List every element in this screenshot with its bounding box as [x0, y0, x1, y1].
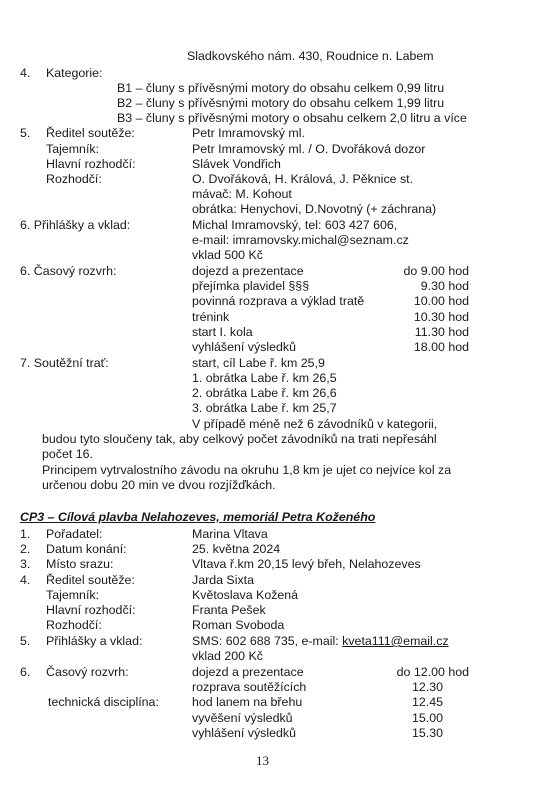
- secretary-value: Petr Imramovský ml. / O. Dvořáková dozor: [192, 142, 426, 156]
- paragraph-line: určenou dobu 20 min ve dvou rozjížďkách.: [42, 478, 276, 492]
- chief-judge-value: Slávek Vondřich: [192, 157, 281, 171]
- registration-fee: vklad 500 Kč: [192, 248, 263, 262]
- meeting-place-label: Místo srazu:: [46, 557, 114, 571]
- chief-judge-label: Hlavní rozhodčí:: [46, 157, 136, 171]
- schedule-time: do 12.00 hod: [396, 665, 469, 679]
- schedule-item: trénink: [192, 310, 230, 324]
- schedule-label: 6. Časový rozvrh:: [20, 264, 117, 278]
- category-b2: B2 – čluny s přívěsnými motory do obsahu celkem 1,99 litru: [117, 96, 445, 110]
- paragraph-line: V případě méně než 6 závodníků v kategorii,: [192, 417, 438, 431]
- secretary-label: Tajemník:: [46, 588, 100, 602]
- director-label: Ředitel soutěže:: [46, 573, 135, 587]
- paragraph-line: budou tyto sloučeny tak, aby celkový počet závodníků na trati nepřesáhl: [42, 432, 437, 446]
- track-turn-2: 2. obrátka Labe ř. km 26,6: [192, 386, 337, 400]
- turn-value: obrátka: Henychovi, D.Novotný (+ záchrana): [192, 202, 437, 216]
- category-number: 4.: [20, 66, 31, 80]
- director-value: Petr Imramovský ml.: [192, 126, 305, 140]
- registration-contact: Michal Imramovský, tel: 603 427 606,: [192, 218, 398, 232]
- address-line: Sladkovského nám. 430, Roudnice n. Labem: [187, 49, 434, 63]
- registration-label: 6. Přihlášky a vklad:: [20, 218, 131, 232]
- email-link[interactable]: kveta111@email.cz: [342, 634, 449, 648]
- track-start: start, cíl Labe ř. km 25,9: [192, 356, 325, 370]
- director-value: Jarda Sixta: [192, 573, 254, 587]
- director-label: Ředitel soutěže:: [46, 126, 135, 140]
- schedule-time: 10.30 hod: [413, 310, 469, 324]
- schedule-time: 10.00 hod: [413, 294, 469, 308]
- item-number: 3.: [20, 557, 31, 571]
- schedule-time: 15.00: [411, 711, 443, 725]
- schedule-item: hod lanem na břehu: [192, 695, 303, 709]
- schedule-time: 18.00 hod: [413, 340, 469, 354]
- judge-label: Rozhodčí:: [46, 618, 102, 632]
- category-label: Kategorie:: [46, 66, 103, 80]
- schedule-time: 15.30: [411, 726, 443, 740]
- schedule-time: do 9.00 hod: [403, 264, 469, 278]
- track-label: 7. Soutěžní trať:: [20, 356, 109, 370]
- schedule-item: povinná rozprava a výklad tratě: [192, 294, 365, 308]
- page-number: 13: [256, 753, 269, 768]
- item-number: 4.: [20, 573, 31, 587]
- meeting-place-value: Vltava ř.km 20,15 levý břeh, Nelahozeves: [192, 557, 421, 571]
- judges-label: Rozhodčí:: [46, 172, 102, 186]
- schedule-item: start I. kola: [192, 325, 253, 339]
- date-value: 25. května 2024: [192, 542, 281, 556]
- schedule-label: Časový rozvrh:: [46, 665, 129, 679]
- judges-value: O. Dvořáková, H. Králová, J. Pěknice st.: [192, 172, 414, 186]
- item-number: 5.: [20, 634, 31, 648]
- secretary-label: Tajemník:: [46, 142, 100, 156]
- secretary-value: Květoslava Kožená: [192, 588, 299, 602]
- schedule-time: 9.30 hod: [420, 279, 469, 293]
- schedule-item: vyhlášení výsledků: [192, 726, 296, 740]
- schedule-item: vyvěšení výsledků: [192, 711, 293, 725]
- technical-discipline-label: technická disciplína:: [48, 695, 159, 709]
- registration-email: e-mail: imramovsky.michal@seznam.cz: [192, 233, 409, 247]
- paragraph-line: Principem vytrvalostního závodu na okruhu 1,8 km je ujet co nejvíce kol za: [42, 463, 452, 477]
- flagman-value: mávač: M. Kohout: [192, 187, 292, 201]
- registration-label: Přihlášky a vklad:: [46, 634, 143, 648]
- item-number: 6.: [20, 665, 31, 679]
- category-b1: B1 – čluny s přívěsnými motory do obsahu celkem 0,99 litru: [117, 81, 445, 95]
- schedule-time: 11.30 hod: [414, 325, 469, 339]
- paragraph-line: počet 16.: [42, 447, 93, 461]
- schedule-item: dojezd a prezentace: [192, 665, 304, 679]
- date-label: Datum konání:: [46, 542, 127, 556]
- schedule-item: rozprava soutěžících: [192, 680, 307, 694]
- judge-value: Roman Svoboda: [192, 618, 285, 632]
- chief-judge-value: Franta Pešek: [192, 603, 266, 617]
- track-turn-3: 3. obrátka Labe ř. km 25,7: [192, 401, 337, 415]
- organizer-value: Marina Vltava: [192, 527, 268, 541]
- schedule-item: vyhlášení výsledků: [192, 340, 296, 354]
- sms-text: SMS: 602 688 735, e-mail:: [192, 634, 343, 648]
- item-number: 1.: [20, 527, 31, 541]
- staff-number: 5.: [20, 126, 31, 140]
- registration-contact: [192, 634, 449, 649]
- chief-judge-label: Hlavní rozhodčí:: [46, 603, 136, 617]
- item-number: 2.: [20, 542, 31, 556]
- schedule-time: 12.45: [411, 695, 443, 709]
- organizer-label: Pořadatel:: [46, 527, 103, 541]
- schedule-item: dojezd a prezentace: [192, 264, 304, 278]
- schedule-item: přejímka plavidel §§§: [192, 279, 310, 293]
- registration-fee: vklad 200 Kč: [192, 649, 263, 663]
- category-b3: B3 – čluny s přívěsnými motory o obsahu celkem 2,0 litru a více: [117, 111, 467, 125]
- section-heading: CP3 – Cílová plavba Nelahozeves, memoriál Petra Koženého: [20, 510, 376, 524]
- schedule-time: 12.30: [411, 680, 443, 694]
- track-turn-1: 1. obrátka Labe ř. km 26,5: [192, 371, 337, 385]
